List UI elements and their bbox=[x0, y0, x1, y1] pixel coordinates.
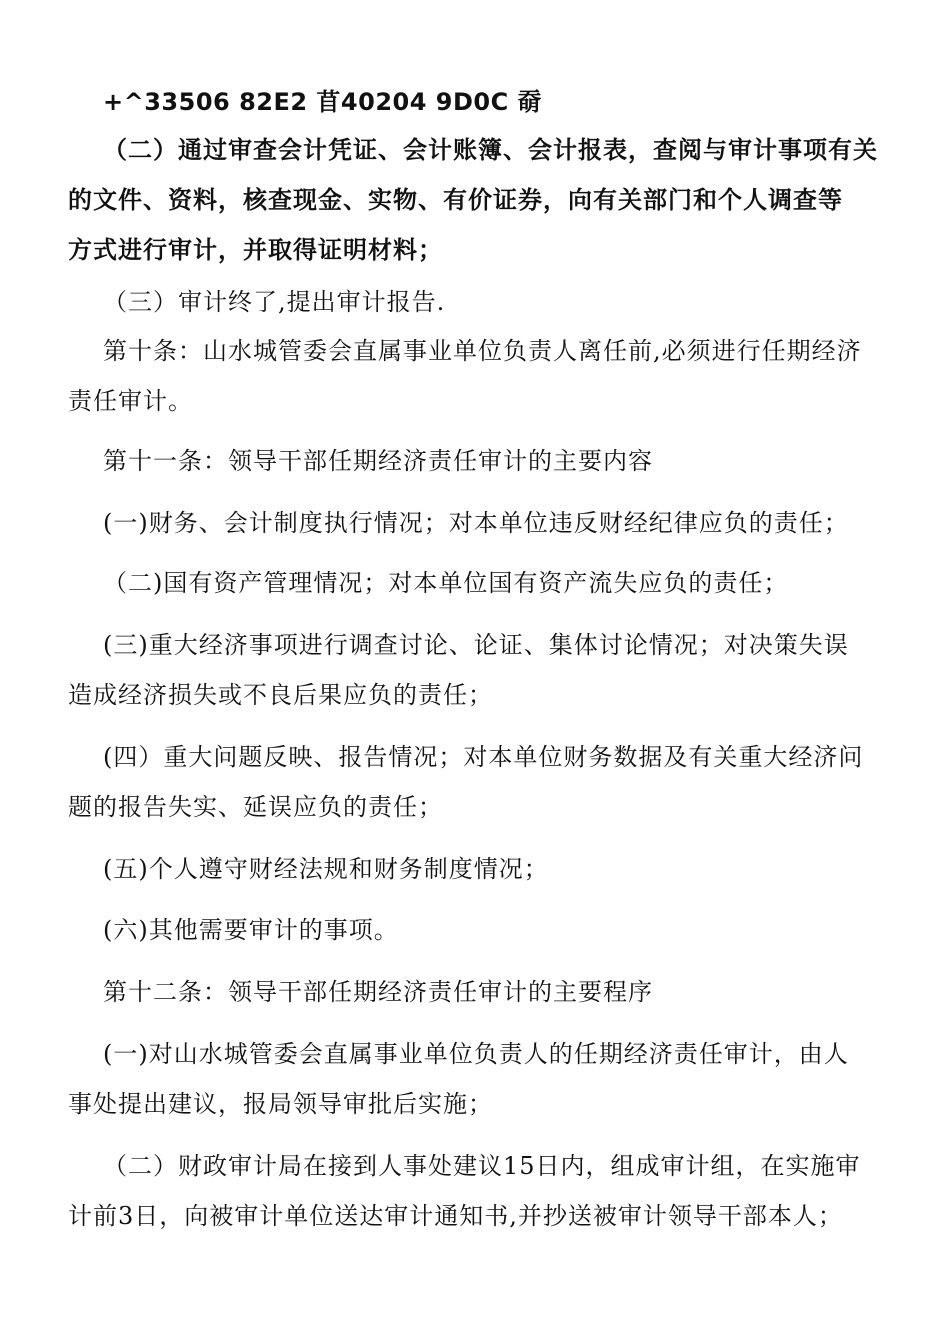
article-12-item-1-line-2: 事处提出建议，报局领导审批后实施； bbox=[68, 1090, 493, 1118]
clause-2-bold-line-1: （二）通过审查会计凭证、会计账簿、会计报表，查阅与审计事项有关 bbox=[103, 136, 878, 164]
article-11-item-1: (一)财务、会计制度执行情况；对本单位违反财经纪律应负的责任； bbox=[103, 509, 849, 537]
article-12-heading: 第十二条：领导干部任期经济责任审计的主要程序 bbox=[103, 978, 653, 1006]
article-12-item-2-line-2: 计前3日，向被审计单位送达审计通知书,并抄送被审计领导干部本人； bbox=[68, 1202, 843, 1230]
article-11-item-4-line-1: (四）重大问题反映、报告情况；对本单位财务数据及有关重大经济问 bbox=[103, 743, 864, 771]
article-11-item-3-line-2: 造成经济损失或不良后果应负的责任； bbox=[68, 681, 493, 709]
article-11-item-3-line-1: (三)重大经济事项进行调查讨论、论证、集体讨论情况；对决策失误 bbox=[103, 631, 849, 659]
article-11-item-2: （二)国有资产管理情况；对本单位国有资产流失应负的责任； bbox=[103, 569, 789, 597]
clause-2-bold-line-3: 方式进行审计，并取得证明材料； bbox=[68, 236, 443, 264]
clause-2-bold-line-2: 的文件、资料，核查现金、实物、有价证券，向有关部门和个人调查等 bbox=[68, 186, 843, 214]
article-10-line-1: 第十条：山水城管委会直属事业单位负责人离任前,必须进行任期经济 bbox=[103, 337, 862, 365]
article-12-item-2-line-1: （二）财政审计局在接到人事处建议15日内，组成审计组，在实施审 bbox=[103, 1152, 861, 1180]
clause-3-line: （三）审计终了,提出审计报告. bbox=[103, 288, 446, 316]
garbled-header-line: +^33506 82E2 苜40204 9D0C 奣 bbox=[103, 88, 543, 116]
article-11-item-5: (五)个人遵守财经法规和财务制度情况； bbox=[103, 855, 549, 883]
article-11-item-6: (六)其他需要审计的事项。 bbox=[103, 916, 399, 944]
article-11-item-4-line-2: 题的报告失实、延误应负的责任； bbox=[68, 793, 443, 821]
article-12-item-1-line-1: (一)对山水城管委会直属事业单位负责人的任期经济责任审计，由人 bbox=[103, 1040, 849, 1068]
article-11-heading: 第十一条：领导干部任期经济责任审计的主要内容 bbox=[103, 447, 653, 475]
article-10-line-2: 责任审计。 bbox=[68, 387, 193, 415]
